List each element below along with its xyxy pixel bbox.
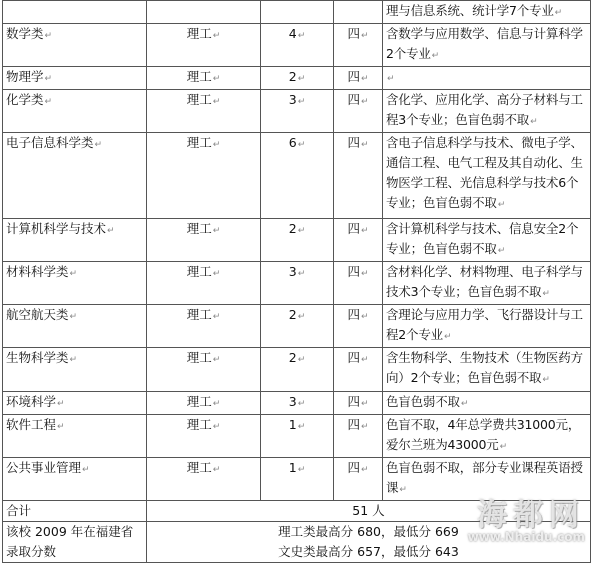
notes-cell: 含化学、应用化学、高分子材料与工程3个专业；色盲色弱不取 ↵ — [383, 90, 591, 133]
table-row — [3, 415, 591, 458]
notes-cell: 含材料化学、材料物理、电子科学与技术3个专业；色盲色弱不取 ↵ — [383, 262, 591, 305]
notes-cell: 含电子信息科学与技术、微电子学、通信工程、电气工程及其自动化、生物医学工程、光信息科学与技术6个专业；色盲色弱不取 ↵ — [383, 133, 591, 219]
category-cell: 理工 ↵ — [147, 219, 261, 262]
quota-cell: 2 ↵ — [261, 348, 334, 392]
watermark-url: www.Nhaidu.com — [467, 530, 585, 544]
years-cell: 四 ↵ — [334, 133, 383, 219]
notes-cell: 色盲色弱不取，部分专业课程英语授课 ↵ — [383, 458, 591, 501]
years-cell — [334, 1, 383, 24]
total-row — [3, 501, 591, 522]
score-label: 该校 2009 年在福建省录取分数 — [3, 522, 147, 563]
score-values — [147, 522, 591, 563]
notes-cell: 理与信息系统、统计学7个专业 ↵ — [383, 1, 591, 24]
years-cell: 四 ↵ — [334, 392, 383, 415]
major-cell: 化学类 ↵ — [3, 90, 147, 133]
score-row — [3, 522, 591, 563]
category-cell: 理工 ↵ — [147, 392, 261, 415]
notes-cell: 含理论与应用力学、飞行器设计与工程2个专业 ↵ — [383, 305, 591, 348]
notes-cell: 含数学与应用数学、信息与计算科学2个专业 ↵ — [383, 24, 591, 67]
table-row — [3, 305, 591, 348]
category-cell: 理工 ↵ — [147, 305, 261, 348]
years-cell: 四 ↵ — [334, 305, 383, 348]
category-cell — [147, 1, 261, 24]
quota-cell: 1 ↵ — [261, 458, 334, 501]
years-cell: 四 ↵ — [334, 262, 383, 305]
table-row — [3, 392, 591, 415]
major-cell — [3, 1, 147, 24]
notes-cell: 含计算机科学与技术、信息安全2个专业；色盲色弱不取 ↵ — [383, 219, 591, 262]
table-row — [3, 219, 591, 262]
category-cell: 理工 ↵ — [147, 415, 261, 458]
category-cell: 理工 ↵ — [147, 24, 261, 67]
category-cell: 理工 ↵ — [147, 458, 261, 501]
years-cell: 四 ↵ — [334, 24, 383, 67]
major-cell: 电子信息科学类 ↵ — [3, 133, 147, 219]
quota-cell: 2 ↵ — [261, 219, 334, 262]
quota-cell: 4 ↵ — [261, 24, 334, 67]
quota-cell: 3 ↵ — [261, 262, 334, 305]
admission-rows — [3, 1, 591, 501]
major-cell: 数学类 ↵ — [3, 24, 147, 67]
category-cell: 理工 ↵ — [147, 348, 261, 392]
score-line-science: 理工类最高分 680，最低分 669 — [278, 524, 459, 539]
major-cell: 物理学 ↵ — [3, 67, 147, 90]
table-row — [3, 67, 591, 90]
table-row — [3, 1, 591, 24]
major-cell: 材料科学类 ↵ — [3, 262, 147, 305]
category-cell: 理工 ↵ — [147, 133, 261, 219]
total-label: 合计 — [3, 501, 147, 522]
major-cell: 生物科学类 ↵ — [3, 348, 147, 392]
category-cell: 理工 ↵ — [147, 90, 261, 133]
table-row — [3, 90, 591, 133]
category-cell: 理工 ↵ — [147, 262, 261, 305]
table-row — [3, 24, 591, 67]
table-row — [3, 348, 591, 392]
years-cell: 四 ↵ — [334, 348, 383, 392]
quota-cell: 2 ↵ — [261, 305, 334, 348]
major-cell: 软件工程 ↵ — [3, 415, 147, 458]
years-cell: 四 ↵ — [334, 415, 383, 458]
score-line-arts: 文史类最高分 657，最低分 643 — [278, 544, 459, 559]
notes-cell: 含生物科学、生物技术（生物医药方向）2个专业；色盲色弱不取 ↵ — [383, 348, 591, 392]
notes-cell: 色盲不取，4年总学费共31000元，爱尔兰班为43000元 ↵ — [383, 415, 591, 458]
years-cell: 四 ↵ — [334, 90, 383, 133]
notes-cell — [383, 67, 591, 90]
total-value: 51 人 — [147, 501, 591, 522]
table-row — [3, 262, 591, 305]
major-cell: 计算机科学与技术 ↵ — [3, 219, 147, 262]
table-row — [3, 458, 591, 501]
major-cell: 环境科学 ↵ — [3, 392, 147, 415]
quota-cell: 1 ↵ — [261, 415, 334, 458]
admission-table — [2, 0, 591, 563]
major-cell: 航空航天类 ↵ — [3, 305, 147, 348]
major-cell: 公共事业管理 ↵ — [3, 458, 147, 501]
years-cell: 四 ↵ — [334, 67, 383, 90]
quota-cell: 6 ↵ — [261, 133, 334, 219]
quota-cell: 2 ↵ — [261, 67, 334, 90]
years-cell: 四 ↵ — [334, 219, 383, 262]
table-row — [3, 133, 591, 219]
quota-cell — [261, 1, 334, 24]
quota-cell: 3 ↵ — [261, 392, 334, 415]
watermark-title: 海都网 — [477, 498, 585, 533]
notes-cell: 色盲色弱不取 ↵ — [383, 392, 591, 415]
category-cell: 理工 ↵ — [147, 67, 261, 90]
quota-cell: 3 ↵ — [261, 90, 334, 133]
years-cell: 四 ↵ — [334, 458, 383, 501]
